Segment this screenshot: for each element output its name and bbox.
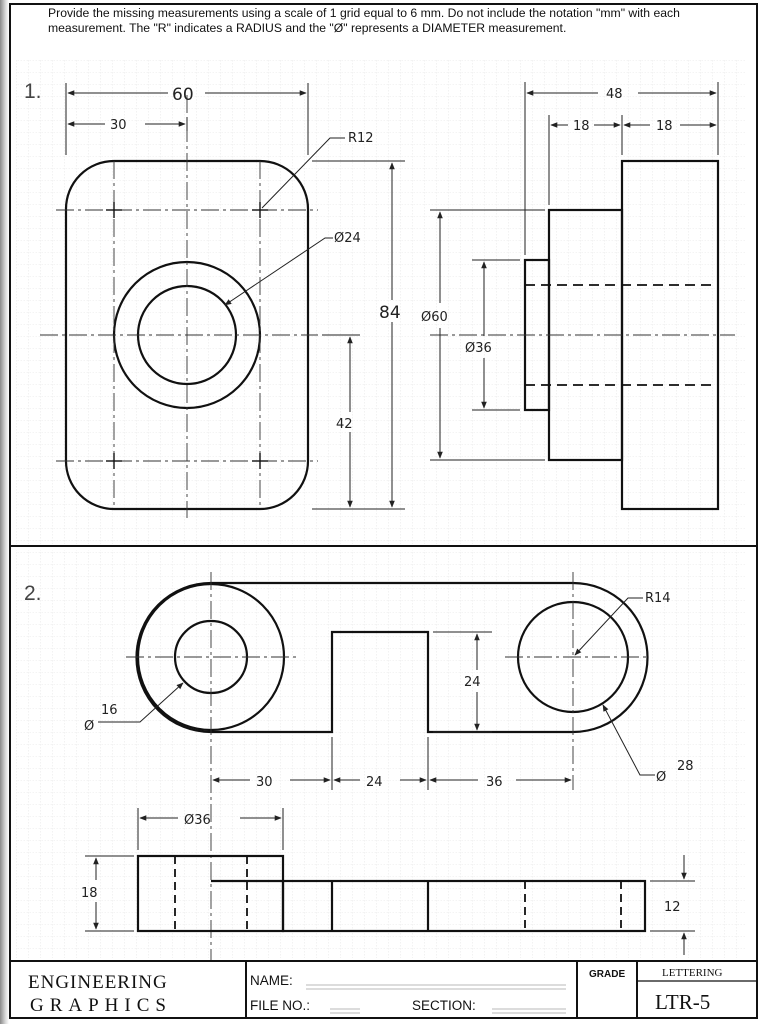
name-label: NAME: (250, 973, 293, 988)
dim-right-dia-symbol: Ø (656, 770, 667, 785)
dim-boss-dia-60: Ø60 (421, 310, 448, 325)
dim-span-right-36: 36 (486, 775, 503, 790)
dim-side-width-48: 48 (606, 87, 623, 102)
dim-right-dia-28: 28 (677, 759, 694, 774)
dim-left-dia-16: 16 (101, 703, 118, 718)
dim-side-right-18: 18 (656, 119, 673, 134)
dim-boss-dia-36: Ø36 (184, 813, 211, 828)
sheet-code: LTR-5 (655, 990, 711, 1014)
dim-radius-r14: R14 (645, 591, 671, 606)
problem-1-number: 1. (24, 80, 42, 103)
dim-side-left-18: 18 (573, 119, 590, 134)
lettering-label: LETTERING (662, 967, 723, 979)
title-engineering: ENGINEERING (28, 972, 168, 993)
dim-radius-r12: R12 (348, 131, 374, 146)
dim-right-height-12: 12 (664, 900, 681, 915)
dim-hole-dia-24: Ø24 (334, 231, 361, 246)
dim-half-width-30: 30 (110, 118, 127, 133)
dim-span-mid-24: 24 (366, 775, 383, 790)
dim-inner-dia-36: Ø36 (465, 341, 492, 356)
title-graphics: GRAPHICS (30, 995, 172, 1016)
section-label: SECTION: (412, 998, 476, 1013)
grade-label: GRADE (589, 969, 626, 980)
dim-left-height-18: 18 (81, 886, 98, 901)
problem-2-number: 2. (24, 582, 42, 605)
dim-span-left-30: 30 (256, 775, 273, 790)
dim-left-dia-symbol: Ø (84, 719, 95, 734)
instructions-text: Provide the missing measurements using a scale of 1 grid equal to 6 mm. Do not include the notation "mm" with each measurement. The "R" indicates a RADIUS and the "Ø" represents a DIAMETER measurement. (48, 6, 680, 35)
grid-bottom (16, 550, 746, 958)
dim-slot-height-24: 24 (464, 675, 481, 690)
dim-height-84: 84 (379, 303, 401, 323)
dim-width-60: 60 (172, 85, 194, 105)
file-no-label: FILE NO.: (250, 998, 311, 1013)
dim-half-height-42: 42 (336, 417, 353, 432)
